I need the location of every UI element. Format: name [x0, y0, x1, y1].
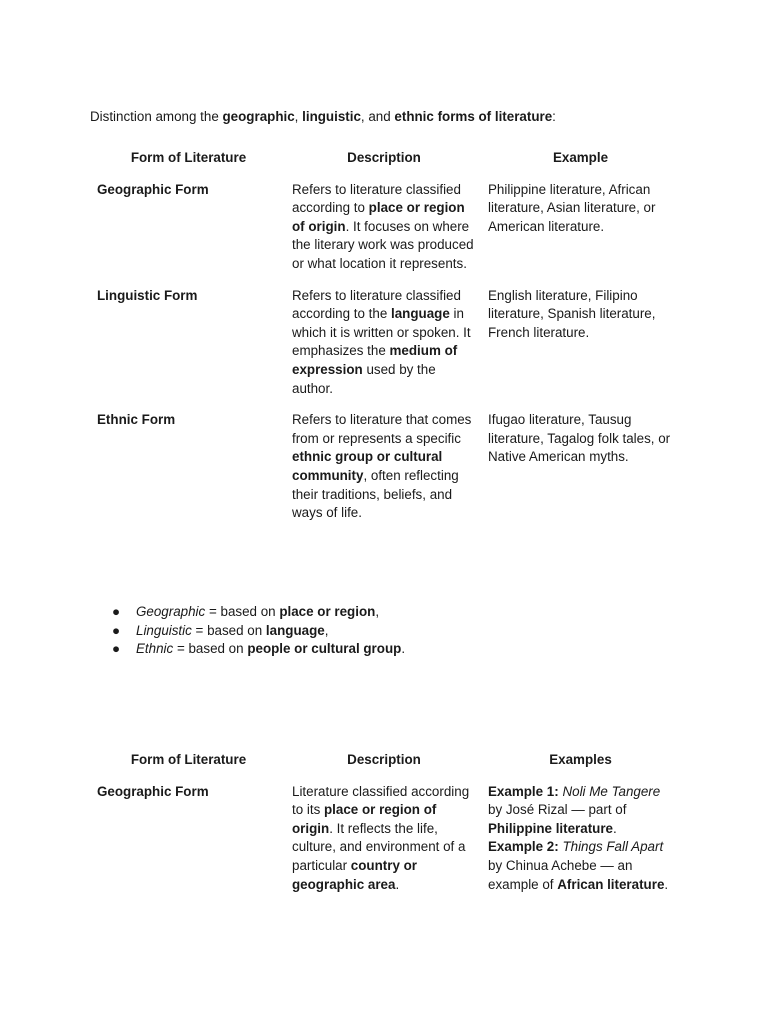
- example-title: Things Fall Apart: [562, 839, 664, 855]
- bullet-text: = based on: [191, 622, 266, 638]
- form-description: [286, 181, 482, 287]
- form-examples: [482, 783, 679, 908]
- desc-text: . It reflects the life, culture, and environment of a particular: [292, 820, 466, 873]
- intro-geographic: geographic: [222, 109, 295, 124]
- desc-emphasis: language: [391, 306, 450, 322]
- bullet-key: language: [265, 622, 325, 638]
- desc-emphasis: medium of expression: [292, 343, 458, 377]
- form-name: Geographic Form: [97, 783, 209, 799]
- form-description: [286, 287, 482, 412]
- list-item: [92, 603, 405, 622]
- table-header-row: [91, 751, 679, 783]
- table-row: [91, 181, 679, 287]
- bullet-term: Linguistic: [136, 622, 192, 638]
- form-name: Geographic Form: [97, 181, 209, 197]
- example-text: by Chinua Achebe — an example of: [488, 857, 633, 892]
- header-description: Description: [347, 752, 421, 767]
- bullet-key: people or cultural group: [247, 641, 402, 657]
- form-name: Linguistic Form: [97, 287, 198, 303]
- desc-text: Refers to literature classified according to: [292, 181, 461, 216]
- intro-suffix: :: [552, 109, 556, 124]
- example-category: African literature: [557, 876, 665, 892]
- literature-examples-table: [91, 751, 679, 907]
- example-title: Noli Me Tangere: [562, 783, 661, 799]
- desc-text: used by the author.: [292, 361, 436, 396]
- bullet-end: .: [401, 641, 406, 657]
- desc-text: Refers to literature that comes from or represents a specific: [292, 412, 472, 446]
- bullet-term: Geographic: [136, 604, 206, 619]
- desc-emphasis: country or geographic area: [292, 857, 418, 892]
- desc-emphasis: ethnic group or cultural community: [292, 449, 443, 483]
- form-description: [286, 783, 482, 908]
- desc-text: . It focuses on where the literary work was produced or what location it represents.: [292, 218, 474, 271]
- list-item: [92, 640, 405, 659]
- intro-ethnic: ethnic forms of literature: [394, 109, 553, 124]
- intro-linguistic: linguistic: [302, 109, 361, 124]
- list-item: [92, 622, 405, 641]
- example-category: Philippine literature: [488, 820, 614, 836]
- intro-sep: , and: [360, 109, 395, 124]
- table-row: [91, 783, 679, 908]
- desc-text: Literature classified according to its: [292, 783, 470, 818]
- header-example: Example: [552, 150, 609, 165]
- desc-text: .: [395, 876, 400, 892]
- example-label: Example 1:: [488, 783, 559, 799]
- bullet-icon: ●: [112, 622, 121, 638]
- bullet-end: ,: [375, 604, 380, 619]
- example-label: Example 2:: [488, 839, 559, 855]
- form-description: [286, 411, 482, 536]
- table-row: [91, 411, 679, 536]
- intro-sep: ,: [294, 109, 303, 124]
- bullet-term: Ethnic: [136, 641, 174, 657]
- form-example: Ifugao literature, Tausug literature, Tagalog folk tales, or Native American myths.: [488, 412, 671, 465]
- header-examples: Examples: [549, 752, 612, 767]
- desc-text: Refers to literature classified according to the: [292, 287, 461, 322]
- bullet-text: = based on: [205, 604, 280, 619]
- example-end: .: [613, 820, 617, 836]
- header-description: Description: [347, 150, 421, 165]
- example-text: by José Rizal — part of: [488, 802, 627, 818]
- bullet-text: = based on: [173, 641, 248, 657]
- literature-forms-table: [91, 149, 679, 536]
- example-end: .: [664, 876, 669, 892]
- desc-text: in which it is written or spoken. It emphasizes the: [292, 306, 471, 359]
- bullet-icon: ●: [112, 604, 121, 619]
- form-name: Ethnic Form: [97, 412, 176, 428]
- header-form: Form of Literature: [130, 150, 247, 165]
- table-row: [91, 287, 679, 412]
- bullet-key: place or region: [279, 604, 376, 619]
- table-header-row: [91, 149, 679, 181]
- desc-emphasis: place or region of origin: [292, 200, 465, 234]
- header-form: Form of Literature: [130, 752, 247, 767]
- desc-text: , often reflecting their traditions, beliefs, and ways of life.: [292, 467, 459, 521]
- intro-text: Distinction among the: [90, 109, 223, 124]
- form-example: English literature, Filipino literature, Spanish literature, French literature.: [488, 287, 656, 340]
- bullet-icon: ●: [112, 641, 121, 657]
- form-example: Philippine literature, African literature, Asian literature, or American literature.: [488, 181, 656, 234]
- desc-emphasis: place or region of origin: [292, 802, 437, 836]
- intro-paragraph: [90, 108, 730, 127]
- bullet-end: ,: [324, 622, 329, 638]
- summary-bullet-list: [92, 603, 405, 659]
